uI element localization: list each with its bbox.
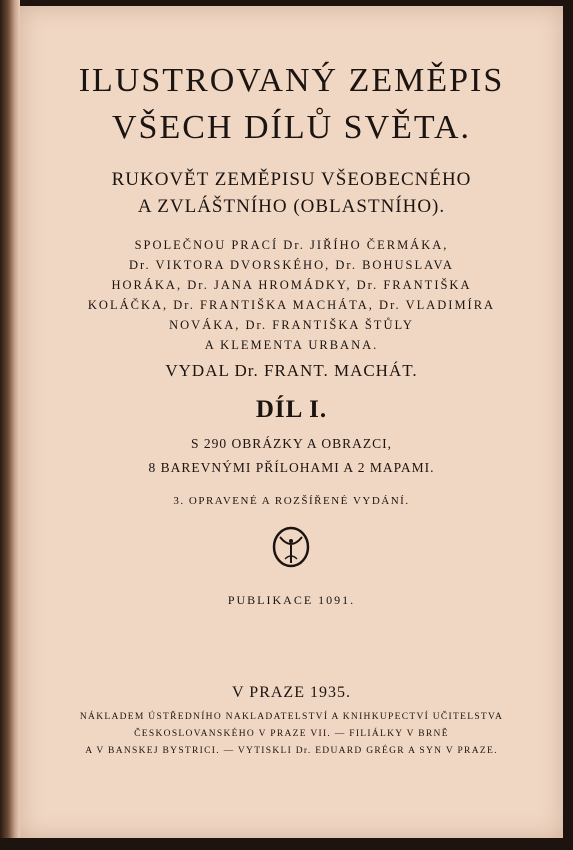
subtitle-line-1: RUKOVĚT ZEMĚPISU VŠEOBECNÉHO: [111, 169, 472, 190]
publisher-line: VYDAL Dr. FRANT. MACHÁT.: [165, 361, 418, 380]
authors-line-6: A KLEMENTA URBANA.: [204, 338, 379, 352]
cover-edge: [0, 838, 573, 850]
publication-number: PUBLIKACE 1091.: [227, 593, 356, 607]
subtitle-line-2: A ZVLÁŠTNÍHO (OBLASTNÍHO).: [137, 196, 446, 217]
authors-line-5: NOVÁKA, Dr. FRANTIŠKA ŠTŮLY: [169, 318, 414, 332]
authors-line-4: KOLÁČKA, Dr. FRANTIŠKA MACHÁTA, Dr. VLADIMÍRA: [87, 298, 496, 312]
authors-line-3: HORÁKA, Dr. JANA HROMÁDKY, Dr. FRANTIŠKA: [111, 278, 472, 292]
authors-line-1: SPOLEČNOU PRACÍ Dr. JIŘÍHO ČERMÁKA,: [134, 238, 449, 252]
illustrations-line-1: S 290 OBRÁZKY A OBRAZCI,: [191, 436, 392, 451]
illustrations-line-2: 8 BAREVNÝMI PŘÍLOHAMI A 2 MAPAMI.: [148, 460, 435, 475]
imprint-line-2: ČESKOSLOVANSKÉHO V PRAZE VII. — FILIÁLKY V BRNĚ: [134, 729, 449, 739]
imprint-line-3: A V BANSKEJ BYSTRICI. — VYTISKLI Dr. EDUARD GRÉGR A SYN V PRAZE.: [85, 746, 498, 756]
volume-label: DÍL I.: [255, 396, 328, 423]
title-line-1: ILUSTROVANÝ ZEMĚPIS: [78, 62, 505, 99]
publisher-emblem-icon: [271, 525, 311, 569]
edition-line: 3. OPRAVENÉ A ROZŠÍŘENÉ VYDÁNÍ.: [173, 495, 410, 507]
title-page: [20, 6, 563, 838]
authors-line-2: Dr. VIKTORA DVORSKÉHO, Dr. BOHUSLAVA: [129, 258, 454, 272]
title-line-2: VŠECH DÍLŮ SVĚTA.: [112, 109, 471, 146]
imprint-line-1: NÁKLADEM ÚSTŘEDNÍHO NAKLADATELSTVÍ A KNIHKUPECTVÍ UČITELSTVA: [79, 712, 504, 722]
place-and-year: V PRAZE 1935.: [232, 684, 351, 701]
book-spine: [0, 0, 20, 850]
